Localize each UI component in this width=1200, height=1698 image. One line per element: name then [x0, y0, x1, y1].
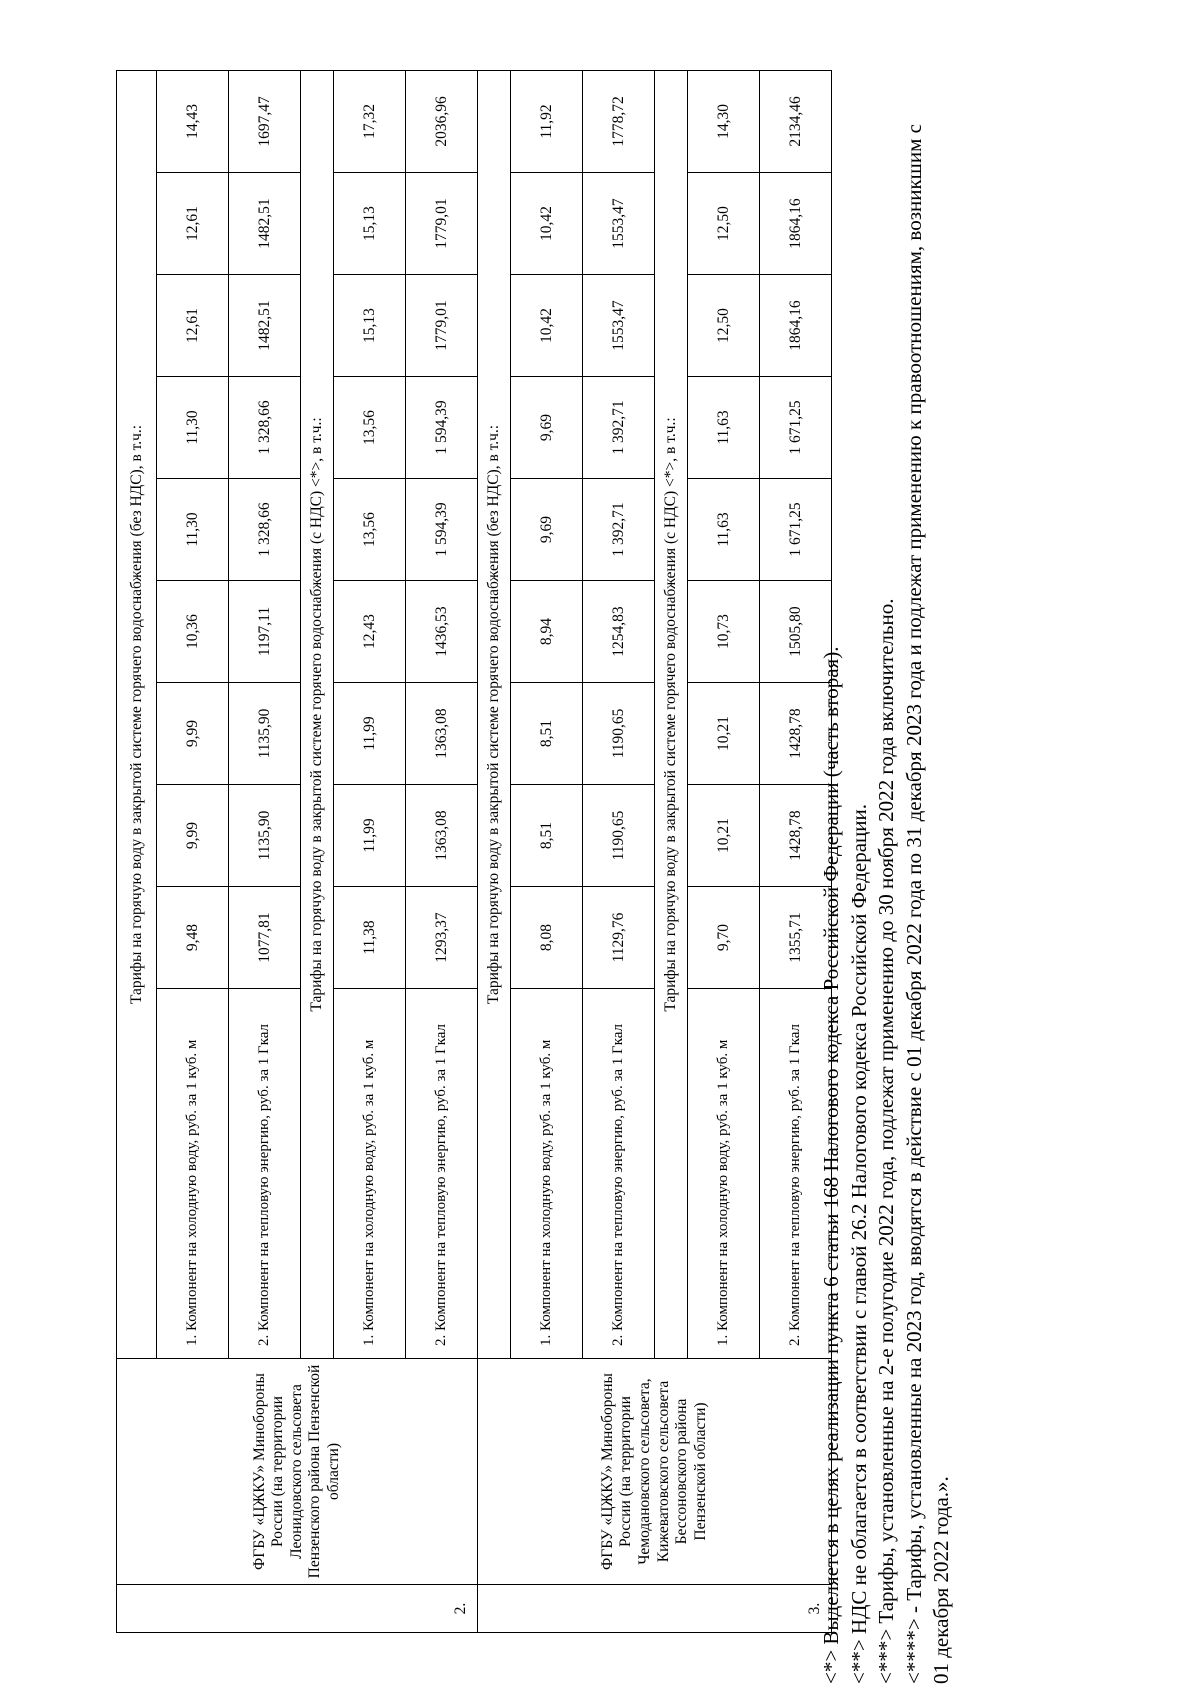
tariff-value: 1779,01	[406, 173, 478, 275]
tariff-value: 1355,71	[760, 887, 832, 989]
tariff-value: 1779,01	[406, 275, 478, 377]
tariff-value: 1 671,25	[760, 377, 832, 479]
tariff-value: 12,50	[688, 275, 760, 377]
tariff-value: 1428,78	[760, 785, 832, 887]
section-header: Тарифы на горячую воду в закрытой системе горячего водоснабжения (с НДС) <*>, в т.ч.:	[655, 70, 688, 1358]
row-label: 1. Компонент на холодную воду, руб. за 1 куб. м	[334, 989, 406, 1359]
tariff-value: 11,92	[511, 70, 583, 172]
section-header-row	[117, 70, 157, 1632]
footnote-2: <**> НДС не облагается в соответствии с главой 26.2 Налогового кодекса Российской Федерации.	[846, 803, 871, 1684]
tariff-value: 8,94	[511, 581, 583, 683]
tariff-value: 1482,51	[229, 173, 301, 275]
tariff-value: 1190,65	[583, 785, 655, 887]
tariff-value: 10,42	[511, 275, 583, 377]
tariff-value: 1293,37	[406, 887, 478, 989]
row-number: 2.	[117, 1585, 478, 1633]
row-label: 2. Компонент на тепловую энергию, руб. за 1 Гкал	[583, 989, 655, 1359]
tariff-value: 1864,16	[760, 275, 832, 377]
tariff-value: 1428,78	[760, 683, 832, 785]
footnote-1: <*> Выделяется в целях реализации пункта 6 статьи 168 Налогового кодекса Российской Федерации (часть вторая).	[819, 646, 843, 1684]
footnotes	[818, 124, 956, 1684]
organization-name: ФГБУ «ЦЖКУ» Минобороны России (на территории Леонидовского сельсовета Пензенского района Пензенской области)	[117, 1359, 478, 1585]
tariff-value: 10,42	[511, 173, 583, 275]
tariff-value: 12,43	[334, 581, 406, 683]
tariff-value: 1 328,66	[229, 479, 301, 581]
tariff-value: 1436,53	[406, 581, 478, 683]
tariff-value: 11,63	[688, 377, 760, 479]
tariff-value: 1363,08	[406, 785, 478, 887]
tariff-value: 15,13	[334, 173, 406, 275]
tariff-value: 1129,76	[583, 887, 655, 989]
tariff-value: 10,36	[157, 581, 229, 683]
tariff-value: 1697,47	[229, 70, 301, 172]
tariff-table	[116, 70, 832, 1633]
tariff-value: 1553,47	[583, 275, 655, 377]
tariff-value: 1778,72	[583, 70, 655, 172]
row-number: 3.	[478, 1585, 832, 1633]
tariff-value: 10,21	[688, 785, 760, 887]
tariff-value: 11,99	[334, 683, 406, 785]
tariff-table-body	[117, 70, 832, 1632]
tariff-value: 10,21	[688, 683, 760, 785]
tariff-value: 1553,47	[583, 173, 655, 275]
tariff-value: 9,48	[157, 887, 229, 989]
tariff-value: 11,30	[157, 479, 229, 581]
section-header: Тарифы на горячую воду в закрытой системе горячего водоснабжения (без НДС), в т.ч.:	[478, 70, 511, 1358]
tariff-value: 1 392,71	[583, 377, 655, 479]
section-header-row	[478, 70, 511, 1632]
tariff-value: 17,32	[334, 70, 406, 172]
row-label: 1. Компонент на холодную воду, руб. за 1 куб. м	[688, 989, 760, 1359]
tariff-value: 1 671,25	[760, 479, 832, 581]
tariff-value: 13,56	[334, 377, 406, 479]
tariff-value: 15,13	[334, 275, 406, 377]
tariff-value: 14,30	[688, 70, 760, 172]
tariff-value: 12,61	[157, 173, 229, 275]
footnote-3: <***> Тарифы, установленные на 2-е полугодие 2022 года, подлежат применению до 30 ноября 2022 года включительно.	[874, 598, 898, 1684]
tariff-value: 9,69	[511, 377, 583, 479]
tariff-value: 1363,08	[406, 683, 478, 785]
row-label: 2. Компонент на тепловую энергию, руб. за 1 Гкал	[406, 989, 478, 1359]
tariff-value: 1135,90	[229, 785, 301, 887]
tariff-value: 14,43	[157, 70, 229, 172]
tariff-value: 10,73	[688, 581, 760, 683]
tariff-value: 1 392,71	[583, 479, 655, 581]
tariff-value: 1 594,39	[406, 479, 478, 581]
row-label: 2. Компонент на тепловую энергию, руб. за 1 Гкал	[229, 989, 301, 1359]
organization-name: ФГБУ «ЦЖКУ» Минобороны России (на территории Чемодановского сельсовета, Кижеватовского сельсовета Бессоновского района Пензенской области)	[478, 1359, 832, 1585]
row-label: 1. Компонент на холодную воду, руб. за 1 куб. м	[157, 989, 229, 1359]
section-header: Тарифы на горячую воду в закрытой системе горячего водоснабжения (с НДС) <*>, в т.ч.:	[301, 70, 334, 1358]
section-header: Тарифы на горячую воду в закрытой системе горячего водоснабжения (без НДС), в т.ч.:	[117, 70, 157, 1358]
tariff-value: 8,51	[511, 785, 583, 887]
tariff-value: 1505,80	[760, 581, 832, 683]
tariff-value: 2036,96	[406, 70, 478, 172]
tariff-value: 1482,51	[229, 275, 301, 377]
tariff-value: 9,70	[688, 887, 760, 989]
tariff-value: 12,61	[157, 275, 229, 377]
tariff-value: 1197,11	[229, 581, 301, 683]
row-label: 2. Компонент на тепловую энергию, руб. за 1 Гкал	[760, 989, 832, 1359]
row-label: 1. Компонент на холодную воду, руб. за 1 куб. м	[511, 989, 583, 1359]
tariff-value: 1077,81	[229, 887, 301, 989]
footnote-4: <****> - Тарифы, установленные на 2023 год, вводятся в действие с 01 декабря 2022 года по 31 декабря 2023 года и подлежат применению к правоотношениям, возникшим с 01 декабря 2022 года.».	[901, 124, 953, 1684]
tariff-value: 9,99	[157, 785, 229, 887]
tariff-value: 1190,65	[583, 683, 655, 785]
tariff-value: 11,99	[334, 785, 406, 887]
tariff-value: 1135,90	[229, 683, 301, 785]
tariff-value: 9,69	[511, 479, 583, 581]
tariff-value: 2134,46	[760, 70, 832, 172]
tariff-value: 1 594,39	[406, 377, 478, 479]
tariff-value: 9,99	[157, 683, 229, 785]
tariff-value: 1254,83	[583, 581, 655, 683]
tariff-value: 1 328,66	[229, 377, 301, 479]
tariff-value: 8,51	[511, 683, 583, 785]
tariff-value: 13,56	[334, 479, 406, 581]
tariff-value: 11,63	[688, 479, 760, 581]
tariff-value: 8,08	[511, 887, 583, 989]
tariff-value: 1864,16	[760, 173, 832, 275]
tariff-value: 11,38	[334, 887, 406, 989]
tariff-value: 11,30	[157, 377, 229, 479]
tariff-value: 12,50	[688, 173, 760, 275]
